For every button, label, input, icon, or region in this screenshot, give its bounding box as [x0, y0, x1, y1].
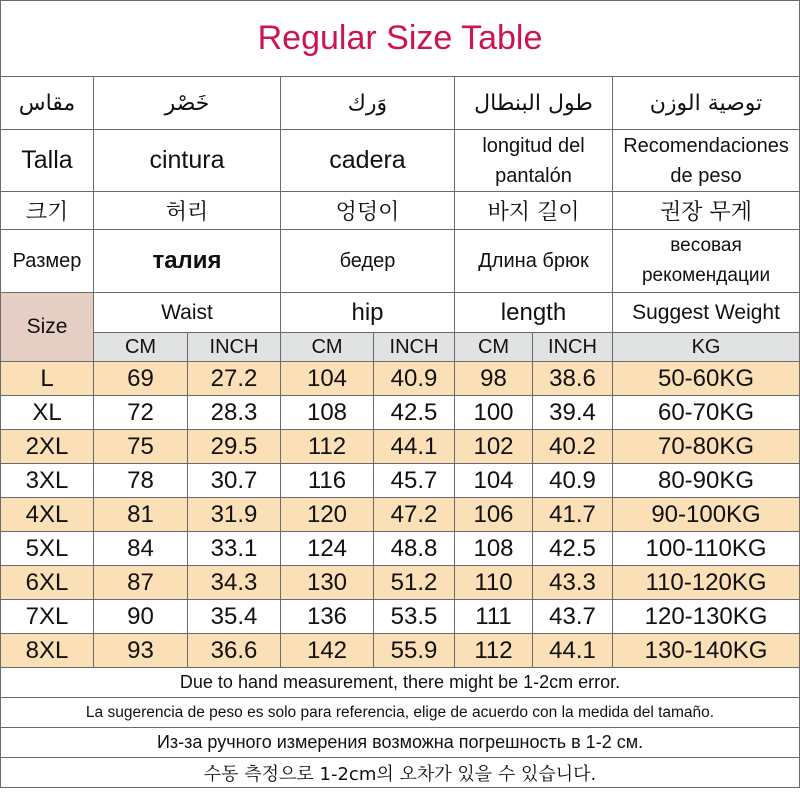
waist-cm-cell: 90 [94, 600, 188, 634]
table-row [1, 634, 800, 668]
header-waist-russian: талия [94, 230, 281, 293]
table-row [1, 566, 800, 600]
length-cm-cell: 108 [455, 532, 533, 566]
header-size-english: Size [1, 293, 94, 362]
note-spanish: La sugerencia de peso es solo para referencia, elige de acuerdo con la medida del tamaño. [1, 698, 800, 728]
length-cm-cell: 102 [455, 430, 533, 464]
waist-cm-cell: 81 [94, 498, 188, 532]
hip-cm-cell: 120 [281, 498, 374, 532]
size-cell: 8XL [1, 634, 94, 668]
header-waist-english: Waist [94, 293, 281, 333]
note-row [1, 758, 800, 788]
header-hip-english: hip [281, 293, 455, 333]
length-inch-cell: 43.3 [533, 566, 613, 600]
size-cell: 6XL [1, 566, 94, 600]
note-russian: Из-за ручного измерения возможна погрешность в 1-2 см. [1, 728, 800, 758]
unit-waist-cm: CM [94, 333, 188, 362]
waist-inch-cell: 35.4 [188, 600, 281, 634]
hip-cm-cell: 130 [281, 566, 374, 600]
length-inch-cell: 38.6 [533, 362, 613, 396]
weight-cell: 100-110KG [613, 532, 800, 566]
length-inch-cell: 44.1 [533, 634, 613, 668]
length-cm-cell: 104 [455, 464, 533, 498]
note-english: Due to hand measurement, there might be 1-2cm error. [1, 668, 800, 698]
waist-inch-cell: 27.2 [188, 362, 281, 396]
header-waist-arabic: خَصْر [94, 77, 281, 130]
length-inch-cell: 43.7 [533, 600, 613, 634]
header-weight-english: Suggest Weight [613, 293, 800, 333]
unit-length-inch: INCH [533, 333, 613, 362]
length-cm-cell: 106 [455, 498, 533, 532]
weight-cell: 110-120KG [613, 566, 800, 600]
header-row-english [1, 293, 800, 333]
header-hip-russian: бедер [281, 230, 455, 293]
hip-cm-cell: 136 [281, 600, 374, 634]
weight-cell: 120-130KG [613, 600, 800, 634]
waist-inch-cell: 36.6 [188, 634, 281, 668]
table-row [1, 362, 800, 396]
header-waist-spanish: cintura [94, 130, 281, 192]
hip-inch-cell: 47.2 [374, 498, 455, 532]
header-weight-spanish: Recomendaciones de peso [613, 130, 800, 192]
hip-inch-cell: 51.2 [374, 566, 455, 600]
hip-inch-cell: 53.5 [374, 600, 455, 634]
header-hip-spanish: cadera [281, 130, 455, 192]
header-length-russian: Длина брюк [455, 230, 613, 293]
note-korean: 수동 측정으로 1-2cm의 오차가 있을 수 있습니다. [1, 758, 800, 788]
hip-cm-cell: 112 [281, 430, 374, 464]
table-row [1, 396, 800, 430]
waist-cm-cell: 69 [94, 362, 188, 396]
unit-row [1, 333, 800, 362]
waist-cm-cell: 84 [94, 532, 188, 566]
table-row [1, 498, 800, 532]
waist-cm-cell: 78 [94, 464, 188, 498]
hip-cm-cell: 108 [281, 396, 374, 430]
unit-length-cm: CM [455, 333, 533, 362]
size-cell: XL [1, 396, 94, 430]
table-title: Regular Size Table [1, 1, 800, 77]
header-row-arabic [1, 77, 800, 130]
waist-inch-cell: 34.3 [188, 566, 281, 600]
table-row [1, 430, 800, 464]
header-size-arabic: مقاس [1, 77, 94, 130]
size-cell: L [1, 362, 94, 396]
weight-cell: 60-70KG [613, 396, 800, 430]
header-size-spanish: Talla [1, 130, 94, 192]
header-row-spanish [1, 130, 800, 192]
header-length-english: length [455, 293, 613, 333]
hip-cm-cell: 124 [281, 532, 374, 566]
length-inch-cell: 40.2 [533, 430, 613, 464]
length-cm-cell: 112 [455, 634, 533, 668]
table-row [1, 464, 800, 498]
hip-inch-cell: 40.9 [374, 362, 455, 396]
note-row [1, 698, 800, 728]
header-weight-russian: весовая рекомендации [613, 230, 800, 293]
header-size-korean: 크기 [1, 192, 94, 230]
length-cm-cell: 111 [455, 600, 533, 634]
length-cm-cell: 110 [455, 566, 533, 600]
hip-inch-cell: 48.8 [374, 532, 455, 566]
size-cell: 3XL [1, 464, 94, 498]
waist-cm-cell: 93 [94, 634, 188, 668]
header-row-korean [1, 192, 800, 230]
weight-cell: 70-80KG [613, 430, 800, 464]
weight-cell: 130-140KG [613, 634, 800, 668]
header-hip-korean: 엉덩이 [281, 192, 455, 230]
hip-cm-cell: 142 [281, 634, 374, 668]
hip-inch-cell: 44.1 [374, 430, 455, 464]
note-row [1, 728, 800, 758]
size-cell: 7XL [1, 600, 94, 634]
waist-inch-cell: 28.3 [188, 396, 281, 430]
header-length-spanish: longitud del pantalón [455, 130, 613, 192]
header-size-russian: Размер [1, 230, 94, 293]
size-cell: 2XL [1, 430, 94, 464]
header-hip-arabic: وَرك [281, 77, 455, 130]
waist-cm-cell: 75 [94, 430, 188, 464]
unit-weight-kg: KG [613, 333, 800, 362]
hip-inch-cell: 42.5 [374, 396, 455, 430]
header-length-korean: 바지 길이 [455, 192, 613, 230]
size-cell: 4XL [1, 498, 94, 532]
unit-hip-cm: CM [281, 333, 374, 362]
length-inch-cell: 39.4 [533, 396, 613, 430]
length-inch-cell: 42.5 [533, 532, 613, 566]
note-row [1, 668, 800, 698]
hip-inch-cell: 55.9 [374, 634, 455, 668]
waist-inch-cell: 33.1 [188, 532, 281, 566]
waist-inch-cell: 30.7 [188, 464, 281, 498]
hip-cm-cell: 104 [281, 362, 374, 396]
length-cm-cell: 100 [455, 396, 533, 430]
weight-cell: 80-90KG [613, 464, 800, 498]
length-inch-cell: 40.9 [533, 464, 613, 498]
waist-cm-cell: 72 [94, 396, 188, 430]
header-weight-korean: 권장 무게 [613, 192, 800, 230]
length-inch-cell: 41.7 [533, 498, 613, 532]
waist-inch-cell: 29.5 [188, 430, 281, 464]
weight-cell: 90-100KG [613, 498, 800, 532]
unit-hip-inch: INCH [374, 333, 455, 362]
weight-cell: 50-60KG [613, 362, 800, 396]
length-cm-cell: 98 [455, 362, 533, 396]
size-cell: 5XL [1, 532, 94, 566]
table-row [1, 532, 800, 566]
header-row-russian [1, 230, 800, 293]
header-waist-korean: 허리 [94, 192, 281, 230]
waist-inch-cell: 31.9 [188, 498, 281, 532]
waist-cm-cell: 87 [94, 566, 188, 600]
hip-cm-cell: 116 [281, 464, 374, 498]
header-weight-arabic: توصية الوزن [613, 77, 800, 130]
header-length-arabic: طول البنطال [455, 77, 613, 130]
table-row [1, 600, 800, 634]
unit-waist-inch: INCH [188, 333, 281, 362]
hip-inch-cell: 45.7 [374, 464, 455, 498]
